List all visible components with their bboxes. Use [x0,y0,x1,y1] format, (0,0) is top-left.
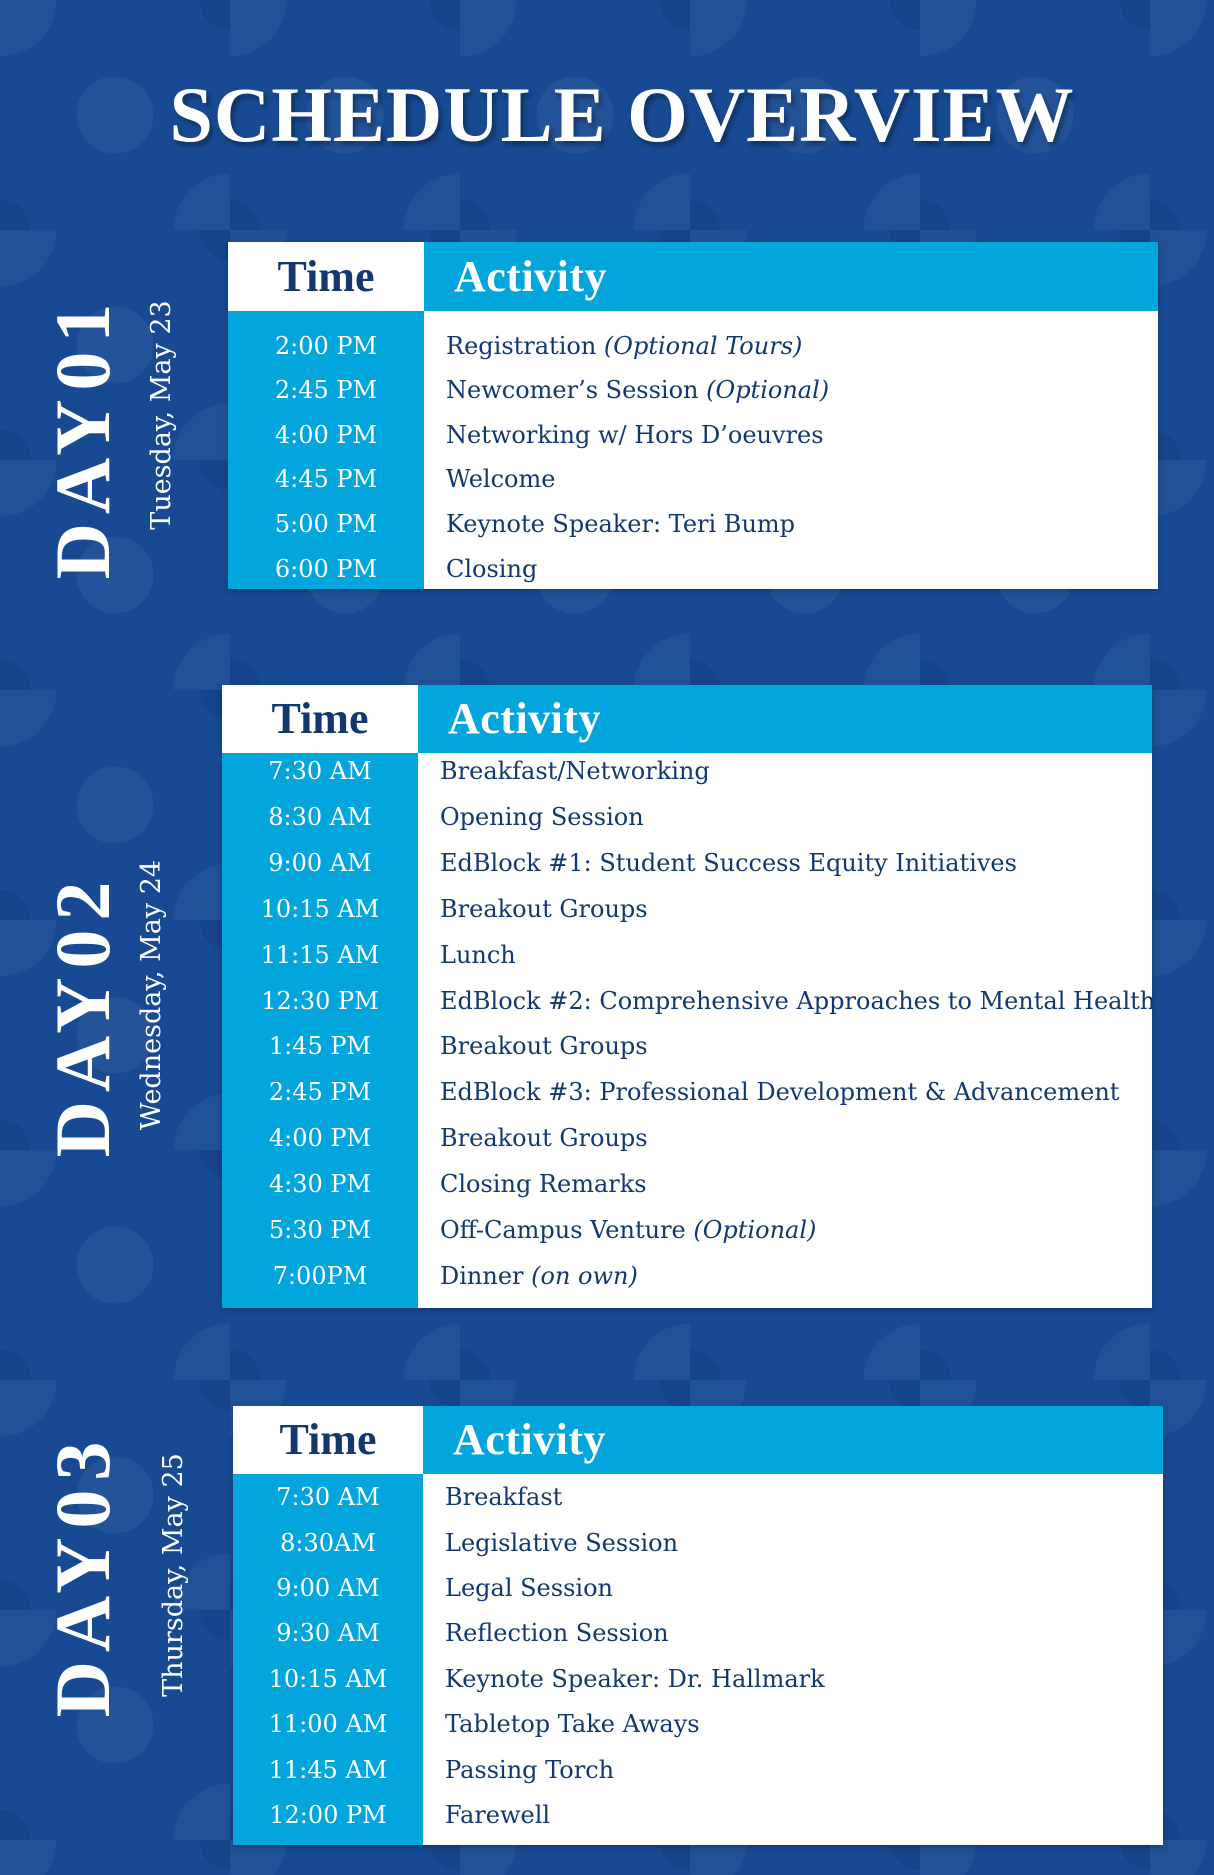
row-time: 4:30 PM [268,1170,372,1199]
row-activity [445,1611,669,1656]
row-activity [440,1208,816,1254]
activity-text: Networking w/ Hors D’oeuvres [446,420,824,449]
activity-note: (Optional) [706,376,830,405]
row-activity [445,1793,550,1838]
activity-text: EdBlock #1: Student Success Equity Initiatives [440,848,1017,877]
row-activity [440,1116,648,1162]
row-activity [440,1070,1119,1116]
activity-text: Keynote Speaker: Dr. Hallmark [445,1664,825,1693]
header-time-day-2: Time [222,685,418,753]
schedule-table-day-3 [233,1406,1163,1845]
row-time: 9:00 AM [276,1574,380,1603]
activity-text: Breakout Groups [440,894,648,923]
row-time: 8:30 AM [268,802,372,831]
schedule-row [222,887,1152,933]
row-activity [440,887,648,933]
activity-text: Tabletop Take Aways [445,1710,700,1739]
row-activity [446,413,824,458]
header-time-day-1: Time [228,242,424,311]
row-activity [446,547,537,592]
schedule-row [228,457,1158,502]
header-time-day-3: Time [233,1406,423,1474]
row-activity [440,1024,648,1070]
row-time: 4:00 PM [274,420,378,449]
row-activity [446,457,555,502]
row-time: 5:00 PM [274,510,378,539]
row-time: 10:15 AM [268,1664,388,1693]
activity-note: (on own) [531,1261,638,1290]
schedule-row [222,1208,1152,1254]
activity-text: Breakout Groups [440,1124,648,1153]
schedule-row [222,979,1156,1025]
row-time: 7:00PM [272,1261,368,1290]
row-activity [445,1566,613,1611]
row-time: 12:00 PM [269,1801,387,1830]
activity-text: Reflection Session [445,1619,669,1648]
row-activity [445,1702,700,1747]
day-date-1: Tuesday, May 23 [146,300,177,530]
schedule-row [233,1793,1163,1838]
day-label-3: DAY03 [39,1432,126,1718]
row-activity [440,841,1017,887]
row-time: 11:00 AM [268,1710,388,1739]
row-time: 4:00 PM [268,1124,372,1153]
schedule-row [228,502,1158,547]
activity-text: Breakfast/Networking [440,757,710,786]
row-activity [440,1162,647,1208]
day-date-2: Wednesday, May 24 [136,859,167,1131]
activity-text: Opening Session [440,802,644,831]
day-label-1: DAY01 [39,294,126,580]
schedule-row [228,413,1158,458]
schedule-row [222,795,1152,841]
activity-text: Keynote Speaker: Teri Bump [446,510,796,539]
row-time: 12:30 PM [261,986,379,1015]
schedule-row [222,1162,1152,1208]
schedule-row [222,1116,1152,1162]
schedule-row [233,1748,1163,1793]
schedule-row [233,1475,1163,1520]
schedule-table-day-2 [222,685,1156,1308]
activity-note: (Optional) [693,1216,817,1245]
activity-text: Legal Session [445,1574,613,1603]
activity-text: Closing [446,554,538,583]
activity-text: Lunch [440,940,516,969]
row-time: 9:30 AM [276,1619,380,1648]
activity-note: (Optional Tours) [603,331,803,360]
schedule-row [228,324,1158,369]
row-activity [445,1657,825,1702]
row-time: 2:00 PM [274,331,378,360]
row-activity [446,368,829,413]
schedule-row [233,1702,1163,1747]
activity-text: Closing Remarks [440,1170,647,1199]
row-time: 10:15 AM [260,894,380,923]
schedule-row [233,1611,1163,1656]
activity-text: Farewell [445,1801,551,1830]
schedule-row [228,368,1158,413]
row-time: 7:30 AM [276,1483,380,1512]
row-activity [446,324,802,369]
row-activity [440,1254,638,1300]
activity-text: Breakout Groups [440,1032,648,1061]
schedule-row [222,933,1152,979]
day-date-3: Thursday, May 25 [158,1453,189,1697]
header-activity-day-3: Activity [453,1415,607,1464]
schedule-table-day-1 [228,242,1158,589]
activity-text: Breakfast [445,1483,563,1512]
row-time: 11:15 AM [260,940,380,969]
row-time: 6:00 PM [274,554,378,583]
activity-text: Newcomer’s Session [446,376,699,405]
row-activity [445,1748,614,1793]
schedule-row [222,749,1152,795]
row-time: 2:45 PM [274,376,378,405]
activity-text: Dinner [440,1261,524,1290]
schedule-row [222,1254,1152,1300]
activity-text: EdBlock #2: Comprehensive Approaches to Mental Health [440,986,1156,1015]
header-activity-day-2: Activity [448,694,602,743]
row-time: 5:30 PM [268,1216,372,1245]
row-time: 2:45 PM [268,1078,372,1107]
row-time: 9:00 AM [268,848,372,877]
row-time: 11:45 AM [268,1755,388,1784]
schedule-row [233,1521,1163,1566]
activity-text: Welcome [446,465,556,494]
header-activity-day-1: Activity [454,252,608,301]
activity-text: Registration [446,331,597,360]
row-activity [440,933,516,979]
page-title: SCHEDULE OVERVIEW [169,71,1075,158]
row-activity [445,1521,678,1566]
schedule-row [228,547,1158,592]
row-activity [440,979,1155,1025]
row-activity [445,1475,562,1520]
row-time: 7:30 AM [268,757,372,786]
row-time: 1:45 PM [268,1032,372,1061]
row-activity [440,749,710,795]
activity-text: Passing Torch [445,1755,615,1784]
row-activity [440,795,644,841]
schedule-row [222,1024,1152,1070]
schedule-row [233,1566,1163,1611]
schedule-row [233,1657,1163,1702]
row-activity [446,502,795,547]
activity-text: Off-Campus Venture [440,1216,686,1245]
row-time: 4:45 PM [274,465,378,494]
day-label-2: DAY02 [39,872,126,1158]
row-time: 8:30AM [280,1528,376,1557]
schedule-row [222,1070,1152,1116]
activity-text: EdBlock #3: Professional Development & Advancement [440,1078,1120,1107]
activity-text: Legislative Session [445,1528,679,1557]
schedule-row [222,841,1152,887]
